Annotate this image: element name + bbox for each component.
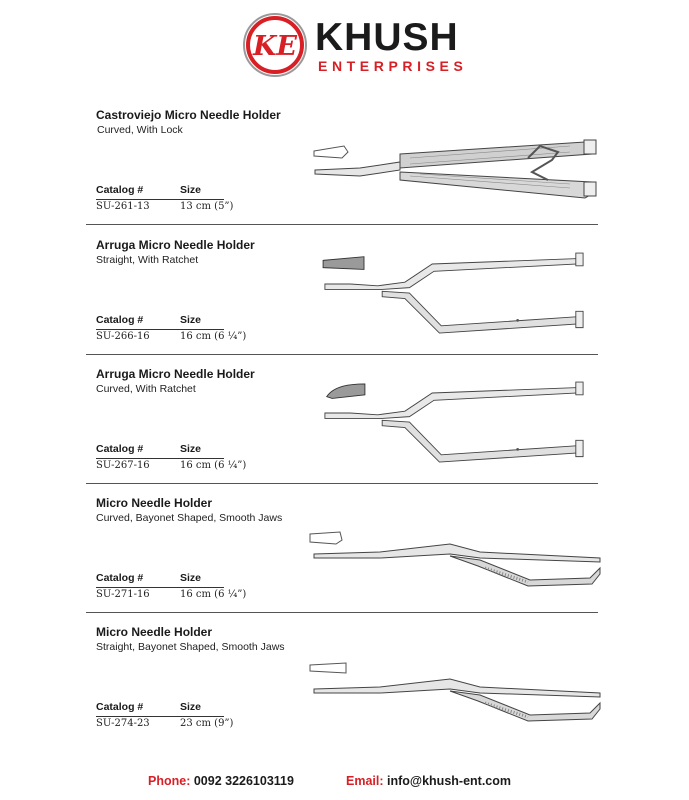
contact-footer xyxy=(0,774,689,792)
section-divider xyxy=(86,612,598,613)
bayonet-straight-needle-holder-icon xyxy=(300,649,608,749)
arruga-straight-needle-holder-icon xyxy=(300,244,608,344)
email-address[interactable]: info@khush-ent.com xyxy=(387,774,511,788)
catalog-rule xyxy=(96,458,224,459)
brand-subtitle: ENTERPRISES xyxy=(318,58,468,74)
catalog-number: SU-267-16 xyxy=(96,460,150,471)
size-label: Size xyxy=(180,701,202,713)
catalog-label: Catalog # xyxy=(96,314,144,326)
product-description: Curved, With Ratchet xyxy=(96,383,196,395)
castroviejo-needle-holder-icon xyxy=(300,124,608,224)
product-name: Castroviejo Micro Needle Holder xyxy=(96,108,281,122)
size-label: Size xyxy=(180,572,202,584)
brand-emblem-icon xyxy=(242,12,308,78)
product-entry xyxy=(0,496,689,624)
bayonet-curved-needle-holder-icon xyxy=(300,514,608,614)
section-divider xyxy=(86,354,598,355)
product-entry xyxy=(0,625,689,753)
catalog-number: SU-266-16 xyxy=(96,331,150,342)
catalog-rule xyxy=(96,716,224,717)
catalog-number: SU-261-13 xyxy=(96,201,150,212)
catalog-number: SU-274-23 xyxy=(96,718,150,729)
size-label: Size xyxy=(180,443,202,455)
catalog-number: SU-271-16 xyxy=(96,589,150,600)
product-description: Straight, Bayonet Shaped, Smooth Jaws xyxy=(96,641,285,653)
catalog-label: Catalog # xyxy=(96,184,144,196)
catalog-rule xyxy=(96,587,224,588)
email-contact xyxy=(346,774,511,788)
brand-logo xyxy=(242,12,468,78)
section-divider xyxy=(86,224,598,225)
product-entry xyxy=(0,108,689,236)
product-description: Curved, Bayonet Shaped, Smooth Jaws xyxy=(96,512,283,524)
brand-name: KHUSH xyxy=(315,16,459,59)
phone-contact xyxy=(148,774,294,788)
catalog-rule xyxy=(96,329,224,330)
section-divider xyxy=(86,483,598,484)
product-entry xyxy=(0,238,689,366)
catalog-label: Catalog # xyxy=(96,572,144,584)
catalog-label: Catalog # xyxy=(96,701,144,713)
size-value: 13 cm (5”) xyxy=(180,201,234,212)
size-value: 16 cm (6 ¼”) xyxy=(180,460,247,471)
size-value: 23 cm (9”) xyxy=(180,718,234,729)
product-name: Micro Needle Holder xyxy=(96,496,213,510)
arruga-curved-needle-holder-icon xyxy=(300,373,608,473)
email-label: Email: xyxy=(346,774,384,788)
product-entry xyxy=(0,367,689,495)
size-label: Size xyxy=(180,314,202,326)
product-name: Micro Needle Holder xyxy=(96,625,213,639)
product-description: Straight, With Ratchet xyxy=(96,254,199,266)
brand-monogram: KE xyxy=(252,31,298,62)
phone-number[interactable]: 0092 3226103119 xyxy=(193,774,294,788)
product-name: Arruga Micro Needle Holder xyxy=(96,238,255,252)
phone-label: Phone: xyxy=(148,774,191,788)
size-value: 16 cm (6 ¼”) xyxy=(180,589,247,600)
product-description: Curved, With Lock xyxy=(97,124,183,136)
product-name: Arruga Micro Needle Holder xyxy=(96,367,255,381)
catalog-rule xyxy=(96,199,224,200)
size-value: 16 cm (6 ¼”) xyxy=(180,331,247,342)
catalog-label: Catalog # xyxy=(96,443,144,455)
size-label: Size xyxy=(180,184,202,196)
